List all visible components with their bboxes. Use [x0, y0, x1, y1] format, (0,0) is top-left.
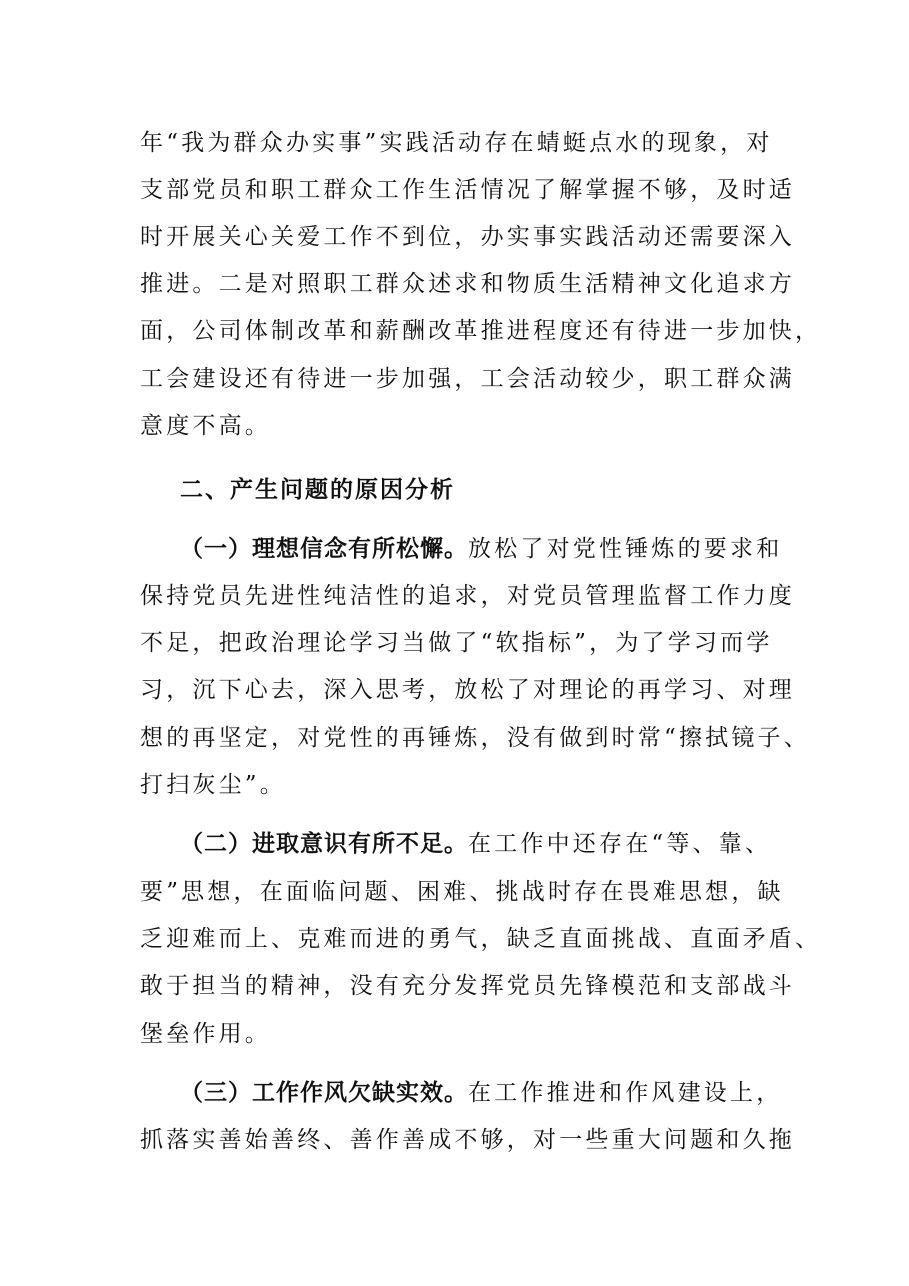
paragraph-text: 在工作中还存在“等、靠、 [468, 831, 772, 857]
body-line: 要”思想，在面临问题、困难、挑战时存在畏难思想，缺 [140, 879, 784, 905]
paragraph-lead: （三）工作作风欠缺实效。 [180, 1080, 468, 1106]
paragraph-text: 在工作推进和作风建设上， [468, 1080, 783, 1106]
paragraph-text: 放松了对党性锤炼的要求和 [468, 536, 783, 562]
section-heading: 二、产生问题的原因分析 [180, 477, 455, 503]
body-line: 不足，把政治理论学习当做了“软指标”，为了学习而学 [140, 630, 773, 656]
body-line: 年“我为群众办实事”实践活动存在蜻蜓点水的现象，对 [140, 130, 773, 156]
body-line: 支部党员和职工群众工作生活情况了解掌握不够，及时适 [140, 177, 795, 203]
body-line: 抓落实善始善终、善作善成不够，对一些重大问题和久拖 [140, 1127, 795, 1153]
body-line: 堡垒作用。 [140, 1021, 271, 1047]
body-line: 敢于担当的精神，没有充分发挥党员先锋模范和支部战斗 [140, 973, 795, 999]
paragraph-first-line [180, 1078, 782, 1108]
body-line: 乏迎难而上、克难而进的勇气，缺乏直面挑战、直面矛盾、 [140, 926, 822, 952]
body-line: 推进。二是对照职工群众述求和物质生活精神文化追求方 [140, 271, 795, 297]
body-line: 想的再坚定，对党性的再锤炼，没有做到时常“擦拭镜子、 [140, 725, 810, 751]
paragraph-lead: （二）进取意识有所不足。 [180, 831, 468, 857]
body-line: 保持党员先进性纯洁性的追求，对党员管理监督工作力度 [140, 583, 795, 609]
body-line: 意度不高。 [140, 413, 271, 439]
body-line: 工会建设还有待进一步加强，工会活动较少，职工群众满 [140, 366, 795, 392]
paragraph-first-line [180, 534, 782, 564]
paragraph-lead: （一）理想信念有所松懈。 [180, 536, 468, 562]
paragraph-first-line [180, 829, 771, 859]
body-line: 时开展关心关爱工作不到位，办实事实践活动还需要深入 [140, 224, 795, 250]
body-line: 打扫灰尘”。 [140, 772, 286, 798]
body-line: 面，公司体制改革和薪酬改革推进程度还有待进一步加快， [140, 318, 822, 344]
body-line: 习，沉下心去，深入思考，放松了对理论的再学习、对理 [140, 677, 795, 703]
